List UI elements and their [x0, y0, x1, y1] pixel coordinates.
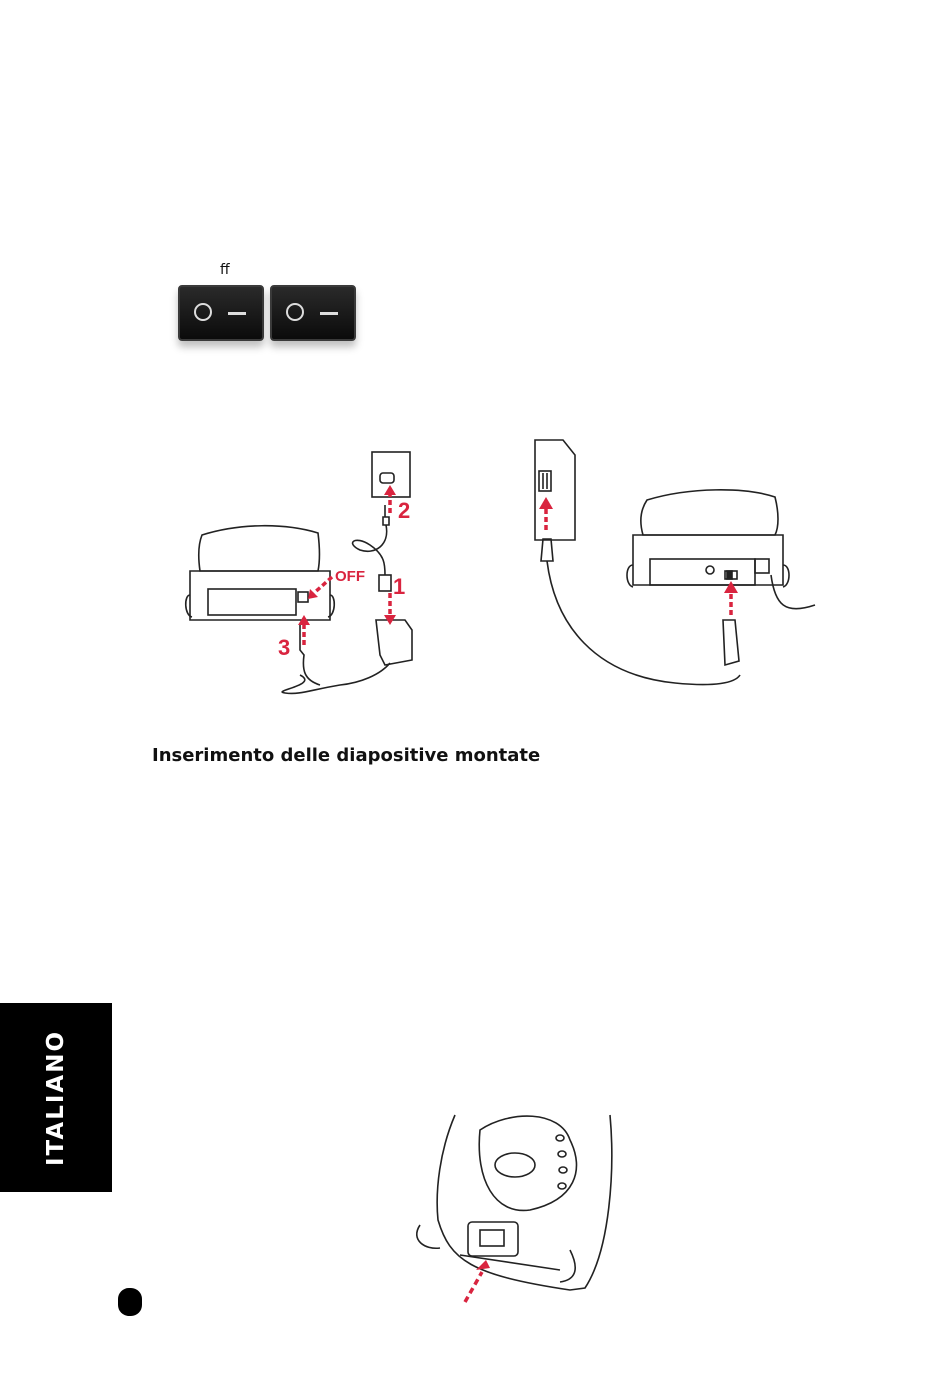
- power-connection-diagram: [180, 445, 420, 705]
- slide-insertion-diagram: [410, 1110, 640, 1310]
- usb-connection-diagram: [525, 435, 825, 695]
- arrow-icon: [465, 1272, 482, 1302]
- step-1-label: 1: [393, 574, 406, 599]
- page-number: 8: [124, 1292, 136, 1311]
- switch-line-mark: [228, 312, 246, 315]
- page-number-badge: [118, 1288, 142, 1316]
- power-adapter-icon: [376, 620, 412, 665]
- step-3-label: 3: [278, 635, 291, 660]
- section-heading: Inserimento delle diapositive montate: [152, 745, 541, 766]
- slide-holder-icon: [468, 1222, 518, 1256]
- off-callout: OFF: [335, 568, 365, 585]
- switch-label: ff: [220, 262, 230, 278]
- language-tab: [0, 1003, 112, 1192]
- step-2-label: 2: [398, 498, 411, 523]
- power-switch-on-icon: [270, 285, 356, 341]
- usb-port-icon: [539, 471, 551, 491]
- language-label: ITALIANO: [43, 1029, 69, 1167]
- switch-line-mark: [320, 312, 338, 315]
- switch-circle-mark: [286, 303, 304, 321]
- arrow-icon: [546, 507, 731, 615]
- switch-circle-mark: [194, 303, 212, 321]
- power-switch-off-icon: [178, 285, 264, 341]
